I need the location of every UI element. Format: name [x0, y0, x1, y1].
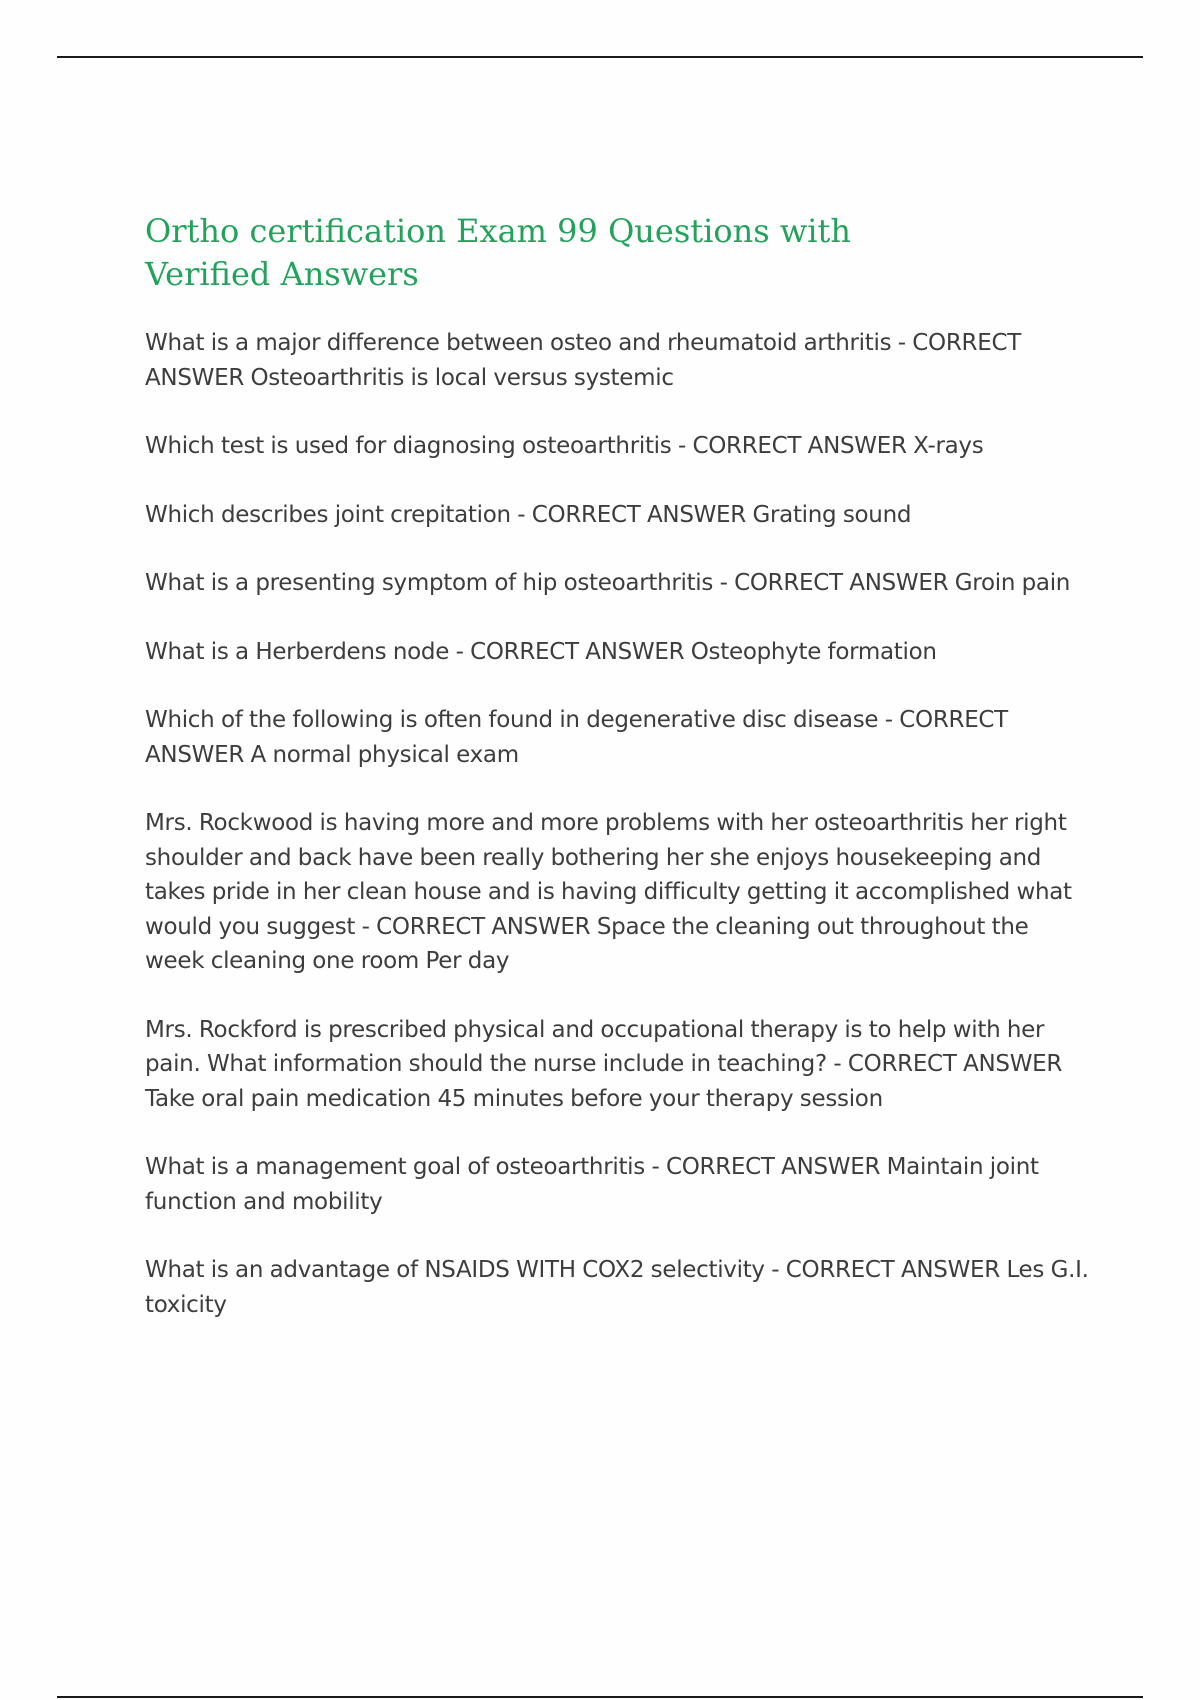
qa-item-7: Mrs. Rockwood is having more and more problems with her osteoarthritis her right shoulder and back have been really bothering her she enjoys housekeeping and takes pride in her clean house and is having difficulty getting it accomplished what would you suggest - CORRECT ANSWER Space the cleaning out throughout the week cleaning one room Per day [145, 810, 1072, 974]
qa-item-8: Mrs. Rockford is prescribed physical and occupational therapy is to help with her pain. What information should the nurse include in teaching? - CORRECT ANSWER Take oral pain medication 45 minutes before your therapy session [145, 1016, 1063, 1112]
document-title: Ortho certification Exam 99 Questions with Verified Answers [145, 212, 851, 293]
document-body [145, 210, 1090, 1356]
qa-item-4: What is a presenting symptom of hip osteoarthritis - CORRECT ANSWER Groin pain [145, 570, 1071, 596]
bottom-rule [57, 1696, 1143, 1698]
qa-item-2: Which test is used for diagnosing osteoarthritis - CORRECT ANSWER X-rays [145, 433, 984, 459]
qa-item-10: What is an advantage of NSAIDS WITH COX2 selectivity - CORRECT ANSWER Les G.I. toxicity [145, 1257, 1089, 1318]
qa-item-9: What is a management goal of osteoarthritis - CORRECT ANSWER Maintain joint function and mobility [145, 1154, 1039, 1215]
qa-item-5: What is a Herberdens node - CORRECT ANSWER Osteophyte formation [145, 638, 937, 665]
top-rule [57, 56, 1143, 58]
qa-item-6: Which of the following is often found in degenerative disc disease - CORRECT ANSWER A normal physical exam [145, 707, 1008, 768]
qa-item-1: What is a major difference between osteo and rheumatoid arthritis - CORRECT ANSWER Osteoarthritis is local versus systemic [145, 330, 1021, 391]
qa-item-3: Which describes joint crepitation - CORRECT ANSWER Grating sound [145, 501, 912, 528]
